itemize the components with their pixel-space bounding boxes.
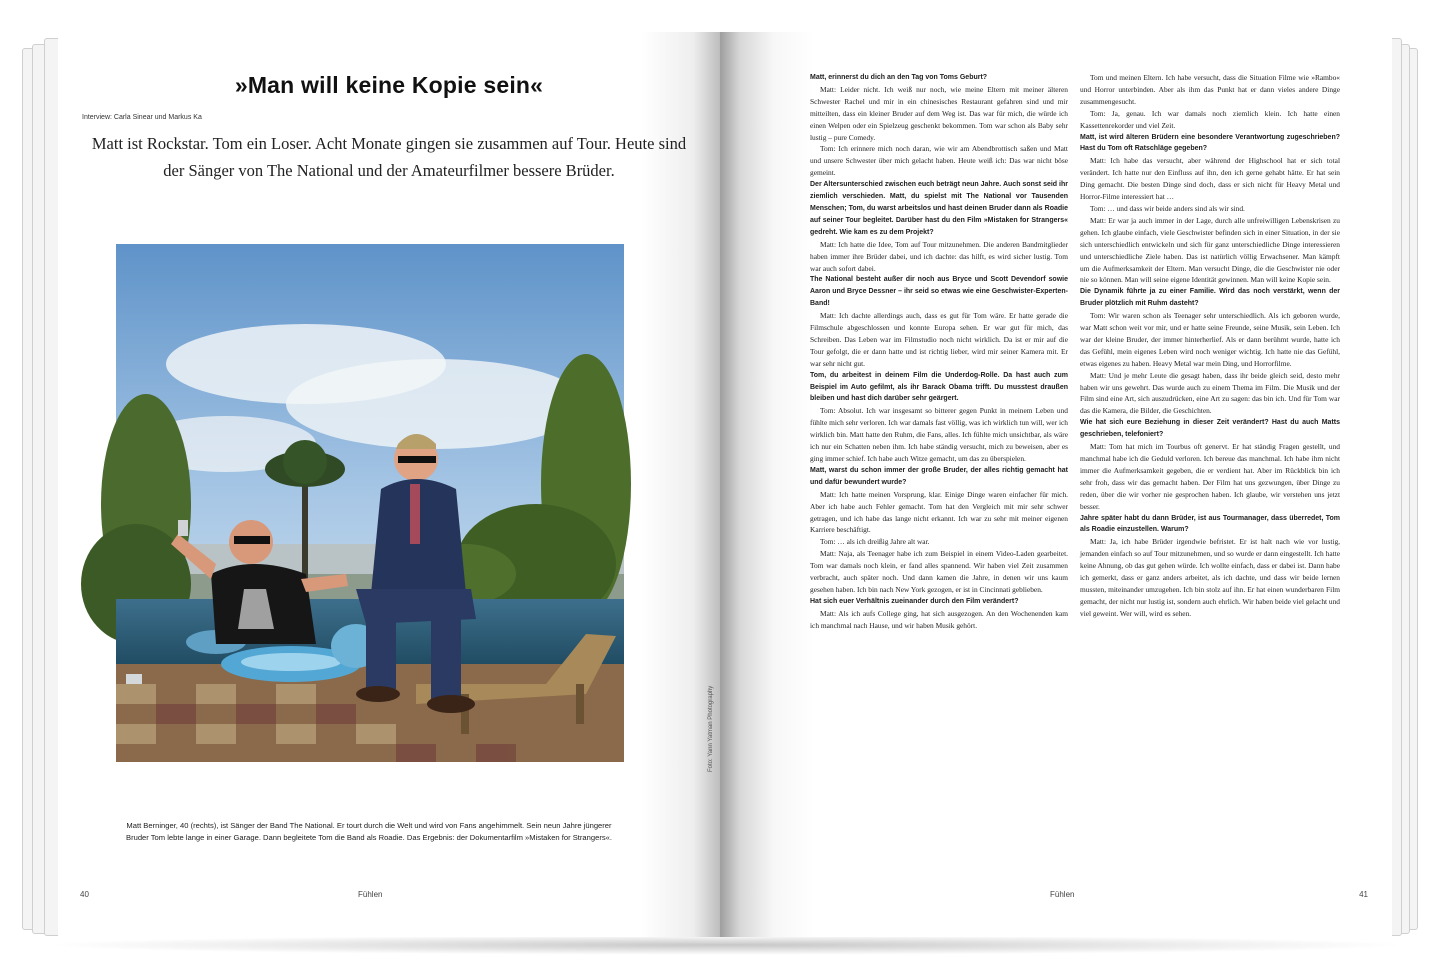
article-photo bbox=[116, 244, 624, 762]
interview-question: Matt, erinnerst du dich an den Tag von Toms Geburt? bbox=[810, 74, 988, 81]
interview-answer: Tom: Wir waren schon als Teenager sehr unterschiedlich. Als ich geboren wurde, war Matt schon weit vor mir, und er hatte seine Freunde, seine Musik, sein Leben. Ich war der kleine Bruder, der immer hinterherlief. Als er dann berühmt wurde, hatte ich das Gefühl, mein eigenes Leben wird noch weniger wichtig. Ich hatte nie das Gefühl, etwas eigenes zu haben. Heavy Metal war mein Ding, und Horrorfilme. bbox=[1080, 311, 1340, 368]
interview-answer: Matt: Ich habe das versucht, aber während der Highschool hat er sich total verändert. Ich hatte nur den Einfluss auf ihn, den ich gerne gehabt hätte. Er hat sein Ding gemacht. Die besten Dinge sind doch, dass er sich nicht für Heavy Metal und Horror-Filme interessiert hat … bbox=[1080, 156, 1340, 202]
right-page bbox=[708, 32, 1392, 937]
interview-answer: Matt: Ich dachte allerdings auch, dass es gut für Tom wäre. Er hatte gerade die Filmschule abgeschlossen und konnte Europa sehen. Er war gut für mich, das Schreiben. Das Leben war im Filmstudio noch nicht wirklich. Da ist er mir auf die Tour gefolgt, die er dann hatte und ist richtig lieber, wird mir seiner Kamera mit. Er war sehr nicht gut. bbox=[810, 311, 1068, 368]
interview-answer: Tom und meinen Eltern. Ich habe versucht, dass die Situation Filme wie »Rambo« und Horror unterbinden. Aber als ihm das Punkt hat er dann vieles andere Dinge zusammengesucht. bbox=[1080, 73, 1340, 106]
interview-answer: Matt: Leider nicht. Ich weiß nur noch, wie meine Eltern mit meiner älteren Schwester Rachel und mir in ein chinesisches Restaurant gefahren sind und mir mitteilten, dass ein kleiner Bruder auf dem Weg ist. Das war für mich, die würde ich einen Welpen oder ein Spielzeug geschenkt bekommen. Tom war schon als Baby sehr lustig – pure Comedy. bbox=[810, 84, 1068, 142]
photo-credit-vertical: Foto: Yann Yatman Photography bbox=[708, 685, 714, 772]
interview-answer: Tom: Ich erinnere mich noch daran, wie wir am Abendbrottisch saßen und Matt und unsere Schwester über mich gelacht haben. Heute weiß ich: Das war nicht böse gemeint. bbox=[810, 144, 1068, 178]
interview-question: Der Altersunterschied zwischen euch beträgt neun Jahre. Auch sonst seid ihr ziemlich verschieden. Matt, du spielst mit The National vor Tausenden Menschen; Tom, du warst arbeitslos und hast deinen Bruder dann als Roadie auf seiner Tour begleitet. Darüber hast du den Film »Mistaken for Strangers« gedreht. Wie kam es zu dem Projekt? bbox=[810, 181, 1068, 236]
interview-question: Die Dynamik führte ja zu einer Familie. Wird das noch verstärkt, wenn der Bruder plötzlich mit Ruhm dasteht? bbox=[1080, 288, 1340, 308]
interview-question: Wie hat sich eure Beziehung in dieser Zeit verändert? Hast du auch Matts geschrieben, telefoniert? bbox=[1080, 419, 1340, 439]
interview-question: Matt, ist wird älteren Brüdern eine besondere Verantwortung zugeschrieben? Hast du Tom oft Ratschläge gegeben? bbox=[1080, 133, 1340, 153]
interview-answer: Matt: Ja, ich habe Brüder irgendwie befristet. Er ist halt nach wie vor lustig, jemanden einfach so auf Tour mitzunehmen, und so wurde er dann eingestellt. Ich hatte keine Ahnung, ob das gut gehen würde. Ich wollte einfach, dass er dabei ist. Dann habe ich gemerkt, dass er ganz anders arbeitet, als ich dachte, und dass wir beide lernen mussten, miteinander umzugehen. Ich bin stolz auf ihn. Er hat einen wunderbaren Film gemacht, der nicht nur lustig ist, sondern auch ehrlich. Wir haben beide viel gelacht und viel geweint. Wer will, wird es sehen. bbox=[1080, 537, 1341, 618]
interview-answer: Tom: … als ich dreißig Jahre alt war. bbox=[820, 537, 930, 547]
interview-answer: Matt: Ich hatte meinen Vorsprung, klar. Einige Dinge waren einfacher für mich. Aber ich habe auch Fehler gemacht. Tom hat den Vergleich mit mir sehr schwer getragen, und ich habe das lange nicht erkannt. Ich war zu sehr mit meiner eigenen Karriere beschäftigt. bbox=[810, 489, 1068, 535]
interview-question: Matt, warst du schon immer der große Bruder, der alles richtig gemacht hat und dafür bewundert wurde? bbox=[810, 466, 1068, 486]
interview-answer: Tom: Absolut. Ich war insgesamt so bitterer gegen Punkt in meinem Leben und fühlte mich sehr verloren. Ich war damals fast völlig, was ich wirklich tun will, wer ich wirklich bin. Matt hatte den Ruhm, die Fans, alles. Ich fühlte mich unsichtbar, als wäre ich nur ein Schatten neben ihm. Ich habe ständig versucht, mich zu beweisen, aber es ging immer schief. Ich habe auch Witze gemacht, um das zu überspielen. bbox=[810, 406, 1068, 463]
left-section-label: Fühlen bbox=[358, 890, 383, 899]
article-title: »Man will keine Kopie sein« bbox=[234, 72, 544, 98]
book-shadow bbox=[40, 935, 1410, 955]
left-page bbox=[58, 32, 720, 937]
interview-answer: Tom: Ja, genau. Ich war damals noch ziemlich klein. Ich hatte einen Kassettenrekorder und viel Zeit. bbox=[1080, 108, 1340, 130]
right-page-number: 41 bbox=[1359, 890, 1368, 899]
interview-answer: Matt: Tom hat mich im Tourbus oft genervt. Er hat ständig Fragen gestellt, und manchmal habe ich die Geduld verloren. Ich bereue das manchmal. Ich habe ihm nicht immer die Aufmerksamkeit gegeben, die er verdient hat. Aber im Rückblick bin ich sehr froh, dass wir das gemacht haben. Der Film hat uns gezwungen, über Dinge zu reden, über die wir vorher nie gesprochen haben. Ich glaube, wir verstehen uns jetzt besser. bbox=[1080, 442, 1340, 511]
photo-illustration bbox=[116, 244, 624, 762]
left-page-number: 40 bbox=[80, 890, 89, 899]
interview-question: Jahre später habt du dann Brüder, ist aus Tourmanager, dass überredet, Tom als Roadie einzustellen. Warum? bbox=[1080, 514, 1340, 534]
right-section-label: Fühlen bbox=[1050, 890, 1075, 899]
interview-question: Hat sich euer Verhältnis zueinander durch den Film verändert? bbox=[810, 597, 1019, 605]
interview-answer: Tom: … und dass wir beide anders sind als wir sind. bbox=[1090, 203, 1245, 213]
article-lede: Matt ist Rockstar. Tom ein Loser. Acht Monate gingen sie zusammen auf Tour. Heute sind der Sänger von The National und der Amateurfilmer bessere Brüder. bbox=[91, 134, 687, 180]
interview-credit: Interview: Carla Sinear und Markus Ka bbox=[82, 114, 202, 121]
interview-answer: Matt: Naja, als Teenager habe ich zum Beispiel in einem Video-Laden gearbeitet. Tom war damals noch klein, er fand alles spannend. Wir haben viel Zeit zusammen verbracht, auch später noch. Und dann kamen die Jahre, in denen wir uns kaum gesehen haben. Ich bin nach New York gezogen, er ist in Cincinnati geblieben. bbox=[810, 549, 1068, 594]
interview-question: Tom, du arbeitest in deinem Film die Underdog-Rolle. Da hast auch zum Beispiel im Auto gefilmt, als ihr Barack Obama trifft. Du musstest draußen bleiben und hast dich darüber sehr geärgert. bbox=[810, 371, 1068, 403]
text-column-1 bbox=[810, 72, 1068, 632]
photo-caption: Matt Berninger, 40 (rechts), ist Sänger der Band The National. Er tourt durch die Welt und wird von Fans angehimmelt. Sein neun Jahre jüngerer Bruder Tom lebte lange in einer Garage. Dann begleitete Tom die Band als Roadie. Das Ergebnis: der Dokumentarfilm »Mistaken for Strangers«. bbox=[126, 821, 612, 842]
text-column-2 bbox=[1080, 72, 1340, 620]
interview-answer: Matt: Als ich aufs College ging, hat sich ausgezogen. An den Wochenenden kam ich manchmal nach Hause, und wir haben Musik gehört. bbox=[810, 608, 1068, 630]
interview-question: The National besteht außer dir noch aus Bryce und Scott Devendorf sowie Aaron und Bryce Dessner – ihr seid so etwas wie eine Geschwister-Experten-Band! bbox=[810, 276, 1068, 308]
interview-answer: Matt: Und je mehr Leute die gesagt haben, dass ihr beide gleich seid, desto mehr haben wir uns gewehrt. Das wurde auch zu einem Thema im Film. Die Musik und der Film sind eine Art, sich auszudrücken, eine Art zu sagen: das bin ich. Und für Tom war das die Kamera, die Bilder, die Geschichten. bbox=[1080, 370, 1340, 416]
interview-answer: Matt: Ich hatte die Idee, Tom auf Tour mitzunehmen. Die anderen Bandmitglieder haben immer ihre Brüder dabei, und ich dachte: das hilft, es wird sicher lustig. Tom war auch sofort dabei. bbox=[810, 239, 1068, 273]
interview-answer: Matt: Er war ja auch immer in der Lage, durch alle unfreiwilligen Lebenskrisen zu gehen. Ich glaube einfach, viele Geschwister befinden sich in einer Situation, in der sie sich unterschiedlich entwickeln und sich für ganz unterschiedliche Dinge interessieren und unterschiedliche Ziele haben. Das ist natürlich völlig Erwachsener. Man kämpft um die Aufmerksamkeit der Eltern. Man versucht Dinge, die die Geschwister nie oder nie so können. Man will seine eigene Identität gewinnen. Man will keine Kopie sein. bbox=[1080, 215, 1340, 285]
